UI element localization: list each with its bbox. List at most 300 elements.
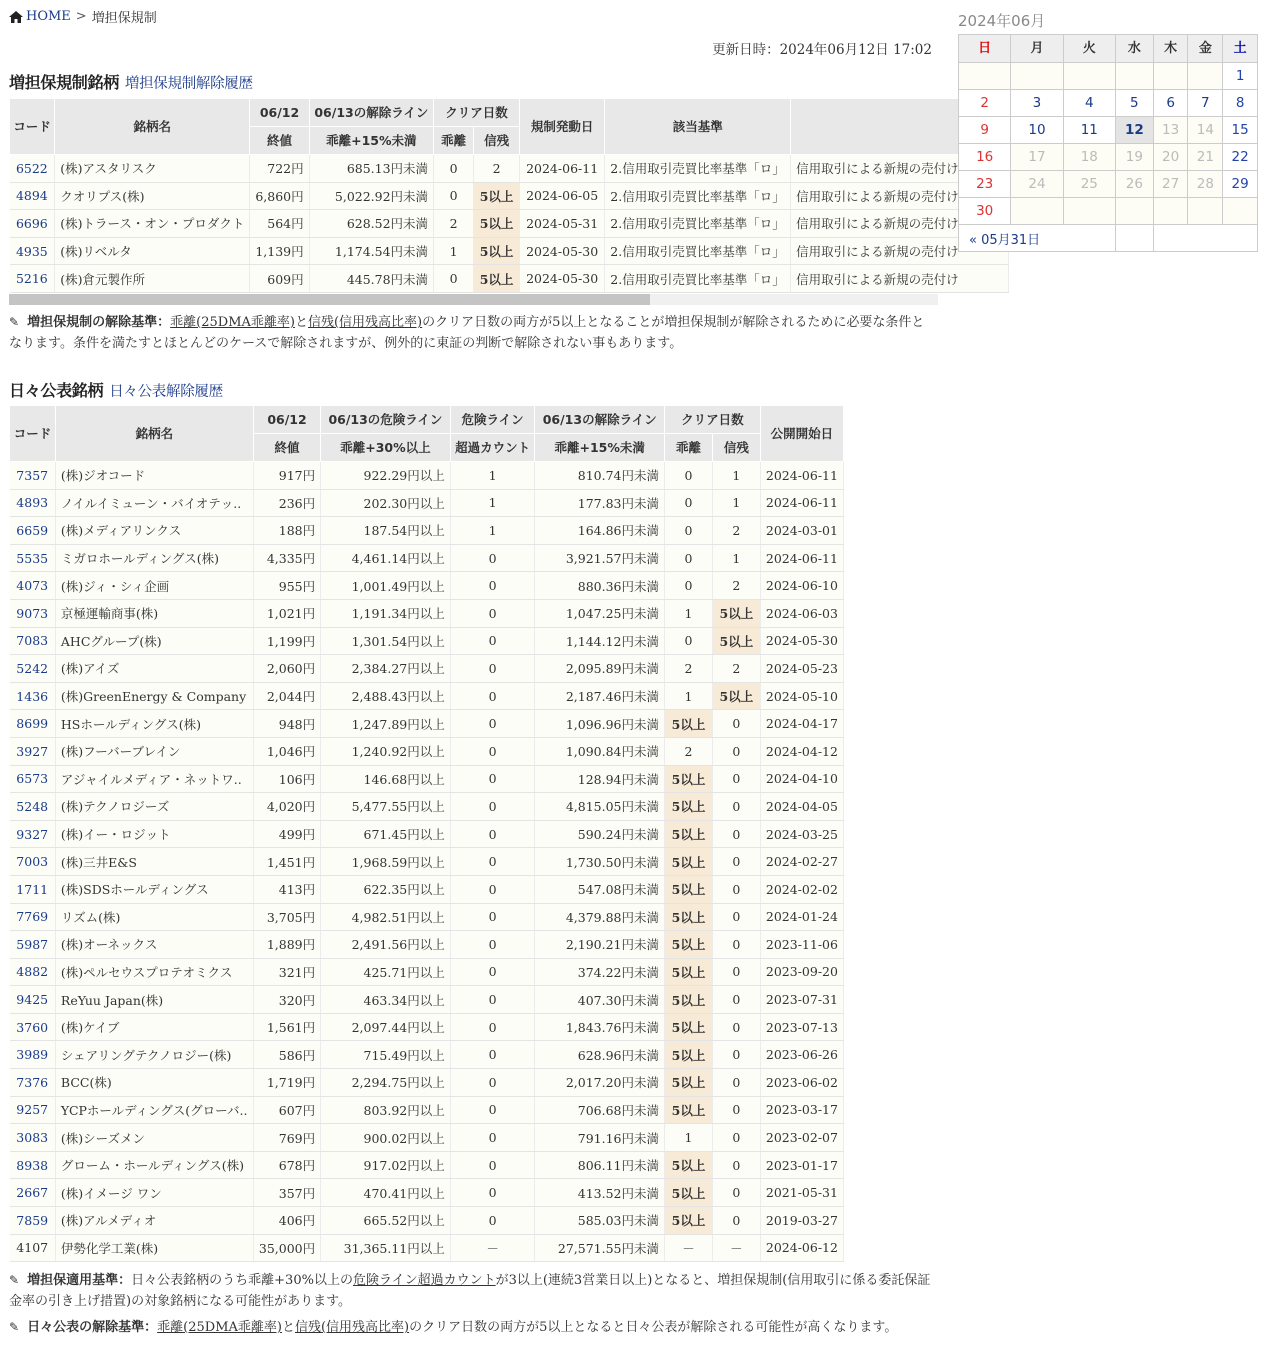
- stock-name: 京極運輸商事(株): [55, 599, 253, 627]
- kairi-days: 5以上: [665, 1041, 713, 1069]
- start-date: 2023-02-07: [760, 1124, 843, 1152]
- stock-code-link[interactable]: 7769: [10, 903, 56, 931]
- section-title-text: 日々公表銘柄: [9, 381, 104, 400]
- danger-line: 665.52円以上: [321, 1207, 451, 1235]
- release-history-link[interactable]: 増担保規制解除履歴: [124, 76, 253, 92]
- stock-code-link[interactable]: 1436: [10, 682, 56, 710]
- table-row: [10, 265, 1009, 293]
- criteria-extra: 信用取引による新規の売付け: [791, 265, 1009, 293]
- calendar-day[interactable]: 6: [1153, 90, 1188, 117]
- col-close-date: 06/12: [253, 406, 320, 434]
- stock-code-link[interactable]: 3989: [10, 1041, 56, 1069]
- danger-line: 470.41円以上: [321, 1179, 451, 1207]
- calendar-day: 28: [1188, 171, 1223, 198]
- calendar-day: [1115, 63, 1153, 90]
- kairi-days: 5以上: [665, 903, 713, 931]
- shinzan-days: 0: [712, 986, 760, 1014]
- start-date: 2024-05-31: [519, 210, 604, 238]
- calendar-day[interactable]: 7: [1188, 90, 1223, 117]
- table-row: [10, 489, 844, 517]
- start-date: 2024-06-12: [760, 1234, 843, 1262]
- release-line: 1,047.25円未満: [535, 599, 665, 627]
- release-line: 413.52円未満: [535, 1179, 665, 1207]
- kairi-days: 2: [665, 737, 713, 765]
- shinzan-days: 0: [712, 1179, 760, 1207]
- col-shinzan: 信残: [712, 434, 760, 462]
- close-price: 3,705円: [253, 903, 320, 931]
- release-line: 1,144.12円未満: [535, 627, 665, 655]
- release-line: 590.24円未満: [535, 820, 665, 848]
- danger-line: 146.68円以上: [321, 765, 451, 793]
- release-line: 5,022.92円未満: [309, 182, 433, 210]
- criteria: 2.信用取引売買比率基準「ロ」: [605, 265, 791, 293]
- calendar-day: 19: [1115, 144, 1153, 171]
- shinzan-days: 0: [712, 931, 760, 959]
- danger-line: 4,982.51円以上: [321, 903, 451, 931]
- stock-code-link[interactable]: 3760: [10, 1013, 56, 1041]
- close-price: 4,020円: [253, 793, 320, 821]
- table-row: [10, 737, 844, 765]
- start-date: 2023-03-17: [760, 1096, 843, 1124]
- release-line: 1,174.54円未満: [309, 237, 433, 265]
- stock-code-link[interactable]: 9425: [10, 986, 56, 1014]
- danger-count: 0: [450, 737, 535, 765]
- stock-name: 伊勢化学工業(株): [55, 1234, 253, 1262]
- kairi-days: 5以上: [665, 875, 713, 903]
- calendar-day[interactable]: 16: [959, 144, 1011, 171]
- table-row: [10, 1096, 844, 1124]
- stock-code-link[interactable]: 7083: [10, 627, 56, 655]
- kairi-days: 5以上: [665, 848, 713, 876]
- danger-count: 0: [450, 599, 535, 627]
- table-row: [10, 1041, 844, 1069]
- danger-line: 425.71円以上: [321, 958, 451, 986]
- shinzan-days: 2: [712, 572, 760, 600]
- start-date: 2023-06-26: [760, 1041, 843, 1069]
- shinzan-days: 0: [712, 1207, 760, 1235]
- stock-code-link[interactable]: 7357: [10, 462, 56, 490]
- kairi-days: 1: [665, 599, 713, 627]
- table-row: [10, 931, 844, 959]
- calendar-day: [1223, 198, 1258, 225]
- shinzan-days: 2: [712, 655, 760, 683]
- calendar-day: [1063, 63, 1115, 90]
- shinzan-days: －: [712, 1234, 760, 1262]
- close-price: 188円: [253, 517, 320, 545]
- col-start-date: 規制発動日: [519, 99, 604, 155]
- stock-code-link[interactable]: 5216: [10, 265, 55, 293]
- daily-publication-table: [9, 405, 844, 1262]
- release-line: 2,095.89円未満: [535, 655, 665, 683]
- danger-count: 0: [450, 682, 535, 710]
- kairi-days: 5以上: [665, 1069, 713, 1097]
- stock-name: (株)倉元製作所: [55, 265, 250, 293]
- stock-name: (株)メディアリンクス: [55, 517, 253, 545]
- col-kairi: 乖離: [665, 434, 713, 462]
- stock-name: (株)アイズ: [55, 655, 253, 683]
- close-price: 586円: [253, 1041, 320, 1069]
- release-line: 810.74円未満: [535, 462, 665, 490]
- stock-name: (株)ケイブ: [55, 1013, 253, 1041]
- col-release-cond: 乖離+15%未満: [535, 434, 665, 462]
- release-line: 27,571.55円未満: [535, 1234, 665, 1262]
- stock-code-link[interactable]: 5242: [10, 655, 56, 683]
- stock-code-link[interactable]: 5987: [10, 931, 56, 959]
- shinzan-days: 5以上: [474, 182, 520, 210]
- table-row: [10, 1013, 844, 1041]
- kairi-days: 5以上: [665, 958, 713, 986]
- stock-name: (株)フーバーブレイン: [55, 737, 253, 765]
- table-row: [10, 210, 1009, 238]
- calendar-weekday: 木: [1153, 35, 1188, 63]
- calendar-day[interactable]: 2: [959, 90, 1011, 117]
- calendar-weekday: 日: [959, 35, 1011, 63]
- start-date: 2024-03-25: [760, 820, 843, 848]
- start-date: 2024-05-30: [760, 627, 843, 655]
- close-price: 722円: [250, 155, 309, 183]
- calendar-weekday: 金: [1188, 35, 1223, 63]
- table-row: [10, 682, 844, 710]
- close-price: 917円: [253, 462, 320, 490]
- stock-code-link[interactable]: 7003: [10, 848, 56, 876]
- danger-count: 1: [450, 517, 535, 545]
- start-date: 2023-09-20: [760, 958, 843, 986]
- start-date: 2024-06-11: [760, 462, 843, 490]
- col-clear-days: クリア日数: [665, 406, 761, 434]
- danger-count: 0: [450, 931, 535, 959]
- release-line: 1,096.96円未満: [535, 710, 665, 738]
- kairi-days: 1: [665, 1124, 713, 1152]
- release-line: 1,730.50円未満: [535, 848, 665, 876]
- stock-code-link[interactable]: 5248: [10, 793, 56, 821]
- stock-code-link[interactable]: 2667: [10, 1179, 56, 1207]
- table-row: [10, 765, 844, 793]
- danger-line: 1,191.34円以上: [321, 599, 451, 627]
- start-date: 2023-07-31: [760, 986, 843, 1014]
- start-date: 2024-06-11: [519, 155, 604, 183]
- stock-code-link[interactable]: 3927: [10, 737, 56, 765]
- close-price: 1,021円: [253, 599, 320, 627]
- close-price: 406円: [253, 1207, 320, 1235]
- start-date: 2024-06-11: [760, 489, 843, 517]
- margin-regulation-table-wrapper[interactable]: [9, 98, 959, 308]
- note-mid: と: [294, 315, 308, 330]
- calendar-day: [1188, 198, 1223, 225]
- start-date: 2021-05-31: [760, 1179, 843, 1207]
- danger-line: 1,968.59円以上: [321, 848, 451, 876]
- stock-code-link[interactable]: 4894: [10, 182, 55, 210]
- calendar-day[interactable]: 8: [1223, 90, 1258, 117]
- pencil-icon: ✎: [9, 1320, 20, 1334]
- danger-line: 1,301.54円以上: [321, 627, 451, 655]
- release-line: 407.30円未満: [535, 986, 665, 1014]
- table-row: [10, 1234, 844, 1262]
- stock-code-link: 4107: [10, 1234, 56, 1262]
- stock-name: ReYuu Japan(株): [55, 986, 253, 1014]
- danger-line: 2,097.44円以上: [321, 1013, 451, 1041]
- start-date: 2024-06-10: [760, 572, 843, 600]
- release-line: 4,379.88円未満: [535, 903, 665, 931]
- note-label: 増担保適用基準：: [27, 1273, 132, 1288]
- danger-line: 202.30円以上: [321, 489, 451, 517]
- kairi-days: 2: [434, 210, 474, 238]
- kairi-days: 0: [665, 517, 713, 545]
- stock-code-link[interactable]: 9327: [10, 820, 56, 848]
- danger-count: 0: [450, 820, 535, 848]
- shinzan-days: 5以上: [474, 237, 520, 265]
- shinzan-link[interactable]: 信残(信用残高比率): [307, 315, 423, 330]
- stock-code-link[interactable]: 4935: [10, 237, 55, 265]
- close-price: 1,561円: [253, 1013, 320, 1041]
- breadcrumb-home-link[interactable]: HOME: [26, 9, 71, 24]
- shinzan-days: 5以上: [712, 627, 760, 655]
- close-price: 413円: [253, 875, 320, 903]
- close-price: 35,000円: [253, 1234, 320, 1262]
- shinzan-days: 0: [712, 737, 760, 765]
- calendar-day: [1011, 63, 1063, 90]
- danger-count: 0: [450, 1041, 535, 1069]
- start-date: 2024-06-11: [760, 544, 843, 572]
- scrollbar-thumb[interactable]: [9, 294, 650, 305]
- criteria: 2.信用取引売買比率基準「ロ」: [605, 237, 791, 265]
- col-close-date: 06/12: [250, 99, 309, 127]
- calendar-day[interactable]: 23: [959, 171, 1011, 198]
- calendar-weekday: 土: [1223, 35, 1258, 63]
- calendar-footer-empty: [1153, 225, 1257, 252]
- table-row: [10, 155, 1009, 183]
- criteria-extra: 信用取引による新規の売付け: [791, 210, 1009, 238]
- kairi-days: 5以上: [665, 1096, 713, 1124]
- kairi-days: 0: [665, 627, 713, 655]
- calendar-prev-link[interactable]: « 05月31日: [959, 225, 1116, 252]
- close-price: 236円: [253, 489, 320, 517]
- close-price: 2,044円: [253, 682, 320, 710]
- danger-line: 1,247.89円以上: [321, 710, 451, 738]
- note-text: のクリア日数の両方が5以上となることが増担保規制が解除されるために必要な条件となります。条件を満たすとほとんどのケースで解除されますが、例外的に東証の判断で解除されない事もあります。: [9, 315, 925, 351]
- calendar-day[interactable]: 29: [1223, 171, 1258, 198]
- stock-code-link[interactable]: 8699: [10, 710, 56, 738]
- stock-name: (株)シーズメン: [55, 1124, 253, 1152]
- stock-code-link[interactable]: 6696: [10, 210, 55, 238]
- kairi-link[interactable]: 乖離(25DMA乖離率): [170, 315, 295, 330]
- stock-name: クオリプス(株): [55, 182, 250, 210]
- table-row: [10, 958, 844, 986]
- stock-code-link[interactable]: 8938: [10, 1151, 56, 1179]
- calendar-day[interactable]: 11: [1063, 117, 1115, 144]
- criteria: 2.信用取引売買比率基準「ロ」: [605, 210, 791, 238]
- calendar-day: 13: [1153, 117, 1188, 144]
- stock-name: シェアリングテクノロジー(株): [55, 1041, 253, 1069]
- calendar-day[interactable]: 15: [1223, 117, 1258, 144]
- danger-line: 622.35円以上: [321, 875, 451, 903]
- start-date: 2024-05-30: [519, 265, 604, 293]
- col-release-cond: 乖離+15%未満: [309, 127, 433, 155]
- release-line: 164.86円未満: [535, 517, 665, 545]
- danger-count: 0: [450, 765, 535, 793]
- shinzan-days: 0: [712, 1013, 760, 1041]
- calendar-day[interactable]: 4: [1063, 90, 1115, 117]
- danger-count: 0: [450, 958, 535, 986]
- table-row: [10, 182, 1009, 210]
- note-apply-criteria: [9, 1270, 934, 1312]
- release-line: 2,017.20円未満: [535, 1069, 665, 1097]
- start-date: 2024-04-12: [760, 737, 843, 765]
- calendar-day[interactable]: 3: [1011, 90, 1063, 117]
- note-text: 日々公表銘柄のうち乖離+30%以上の: [131, 1273, 353, 1288]
- stock-name: ミガロホールディングス(株): [55, 544, 253, 572]
- col-start-date: 公開開始日: [760, 406, 843, 462]
- stock-code-link[interactable]: 9073: [10, 599, 56, 627]
- table-row: [10, 517, 844, 545]
- start-date: 2023-01-17: [760, 1151, 843, 1179]
- stock-code-link[interactable]: 6522: [10, 155, 55, 183]
- calendar-table: [958, 34, 1258, 252]
- danger-line: 917.02円以上: [321, 1151, 451, 1179]
- stock-code-link[interactable]: 4882: [10, 958, 56, 986]
- table-row: [10, 1207, 844, 1235]
- calendar-day[interactable]: 9: [959, 117, 1011, 144]
- start-date: 2024-01-24: [760, 903, 843, 931]
- stock-code-link[interactable]: 7376: [10, 1069, 56, 1097]
- calendar: [958, 10, 1258, 252]
- calendar-month: 2024年06月: [958, 12, 1046, 30]
- close-price: 607円: [253, 1096, 320, 1124]
- horizontal-scrollbar[interactable]: [9, 294, 938, 305]
- danger-count: 0: [450, 1179, 535, 1207]
- release-line: 2,190.21円未満: [535, 931, 665, 959]
- section-title-text: 増担保規制銘柄: [9, 73, 119, 92]
- shinzan-days: 0: [712, 1124, 760, 1152]
- table-row: [10, 237, 1009, 265]
- release-line: 628.96円未満: [535, 1041, 665, 1069]
- stock-name: アジャイルメディア・ネットワ..: [55, 765, 253, 793]
- stock-code-link[interactable]: 5535: [10, 544, 56, 572]
- col-code: コード: [10, 406, 56, 462]
- table-row: [10, 655, 844, 683]
- release-line: 2,187.46円未満: [535, 682, 665, 710]
- release-line: 791.16円未満: [535, 1124, 665, 1152]
- danger-count-link[interactable]: 危険ライン超過カウント: [352, 1273, 496, 1288]
- kairi-link[interactable]: 乖離(25DMA乖離率): [157, 1320, 282, 1335]
- calendar-day[interactable]: 10: [1011, 117, 1063, 144]
- danger-line: 2,294.75円以上: [321, 1069, 451, 1097]
- kairi-days: 5以上: [665, 793, 713, 821]
- stock-code-link[interactable]: 6659: [10, 517, 56, 545]
- shinzan-link[interactable]: 信残(信用残高比率): [294, 1320, 410, 1335]
- stock-code-link[interactable]: 3083: [10, 1124, 56, 1152]
- stock-code-link[interactable]: 7859: [10, 1207, 56, 1235]
- criteria: 2.信用取引売買比率基準「ロ」: [605, 155, 791, 183]
- danger-count: 0: [450, 627, 535, 655]
- danger-count: 0: [450, 1096, 535, 1124]
- col-danger-line: 06/13の危険ライン: [321, 406, 451, 434]
- table-row: [10, 875, 844, 903]
- shinzan-days: 2: [474, 155, 520, 183]
- kairi-days: 0: [665, 489, 713, 517]
- calendar-day[interactable]: 1: [1223, 63, 1258, 90]
- margin-regulation-table: [9, 98, 1009, 293]
- danger-line: 900.02円以上: [321, 1124, 451, 1152]
- close-price: 678円: [253, 1151, 320, 1179]
- danger-count: 1: [450, 489, 535, 517]
- shinzan-days: 5以上: [474, 210, 520, 238]
- kairi-days: 5以上: [665, 820, 713, 848]
- start-date: 2024-02-27: [760, 848, 843, 876]
- stock-name: リズム(株): [55, 903, 253, 931]
- release-line: 628.52円未満: [309, 210, 433, 238]
- danger-count: 0: [450, 572, 535, 600]
- close-price: 1,139円: [250, 237, 309, 265]
- note-daily-release-criteria: [9, 1317, 934, 1338]
- table-row: [10, 1179, 844, 1207]
- shinzan-days: 0: [712, 710, 760, 738]
- col-name: 銘柄名: [55, 99, 250, 155]
- danger-line: 31,365.11円以上: [321, 1234, 451, 1262]
- calendar-day: 18: [1063, 144, 1115, 171]
- close-price: 1,889円: [253, 931, 320, 959]
- table-row: [10, 710, 844, 738]
- table-row: [10, 820, 844, 848]
- danger-count: 0: [450, 655, 535, 683]
- stock-name: (株)トラース・オン・プロダクト: [55, 210, 250, 238]
- home-icon: [9, 11, 23, 23]
- start-date: 2024-05-10: [760, 682, 843, 710]
- stock-name: (株)アスタリスク: [55, 155, 250, 183]
- calendar-day: [1188, 63, 1223, 90]
- section-title-daily-publication: [9, 378, 223, 401]
- start-date: 2024-05-30: [519, 237, 604, 265]
- release-line: 3,921.57円未満: [535, 544, 665, 572]
- kairi-days: 1: [665, 682, 713, 710]
- stock-name: (株)ペルセウスプロテオミクス: [55, 958, 253, 986]
- calendar-day[interactable]: 30: [959, 198, 1011, 225]
- daily-release-history-link[interactable]: 日々公表解除履歴: [109, 384, 223, 400]
- kairi-days: 0: [665, 544, 713, 572]
- col-name: 銘柄名: [55, 406, 253, 462]
- calendar-day: 24: [1011, 171, 1063, 198]
- stock-code-link[interactable]: 6573: [10, 765, 56, 793]
- section-title-margin-regulation: [9, 70, 253, 93]
- close-price: 321円: [253, 958, 320, 986]
- calendar-day[interactable]: 22: [1223, 144, 1258, 171]
- stock-code-link[interactable]: 1711: [10, 875, 56, 903]
- col-danger-count: 危険ライン: [450, 406, 535, 434]
- stock-name: (株)SDSホールディングス: [55, 875, 253, 903]
- start-date: 2023-07-13: [760, 1013, 843, 1041]
- danger-count: 0: [450, 986, 535, 1014]
- danger-count: 0: [450, 1124, 535, 1152]
- calendar-day: [1063, 198, 1115, 225]
- calendar-day: [1115, 198, 1153, 225]
- calendar-weekday: 水: [1115, 35, 1153, 63]
- stock-name: (株)GreenEnergy & Company: [55, 682, 253, 710]
- col-close: 終値: [253, 434, 320, 462]
- stock-code-link[interactable]: 4073: [10, 572, 56, 600]
- close-price: 357円: [253, 1179, 320, 1207]
- danger-line: 671.45円以上: [321, 820, 451, 848]
- kairi-days: 5以上: [665, 1207, 713, 1235]
- shinzan-days: 5以上: [712, 682, 760, 710]
- stock-code-link[interactable]: 9257: [10, 1096, 56, 1124]
- criteria-extra: 信用取引による新規の売付け: [791, 155, 1009, 183]
- start-date: 2023-11-06: [760, 931, 843, 959]
- kairi-days: 2: [665, 655, 713, 683]
- kairi-days: －: [665, 1234, 713, 1262]
- calendar-day[interactable]: 5: [1115, 90, 1153, 117]
- release-line: 1,090.84円未満: [535, 737, 665, 765]
- col-kairi: 乖離: [434, 127, 474, 155]
- stock-code-link[interactable]: 4893: [10, 489, 56, 517]
